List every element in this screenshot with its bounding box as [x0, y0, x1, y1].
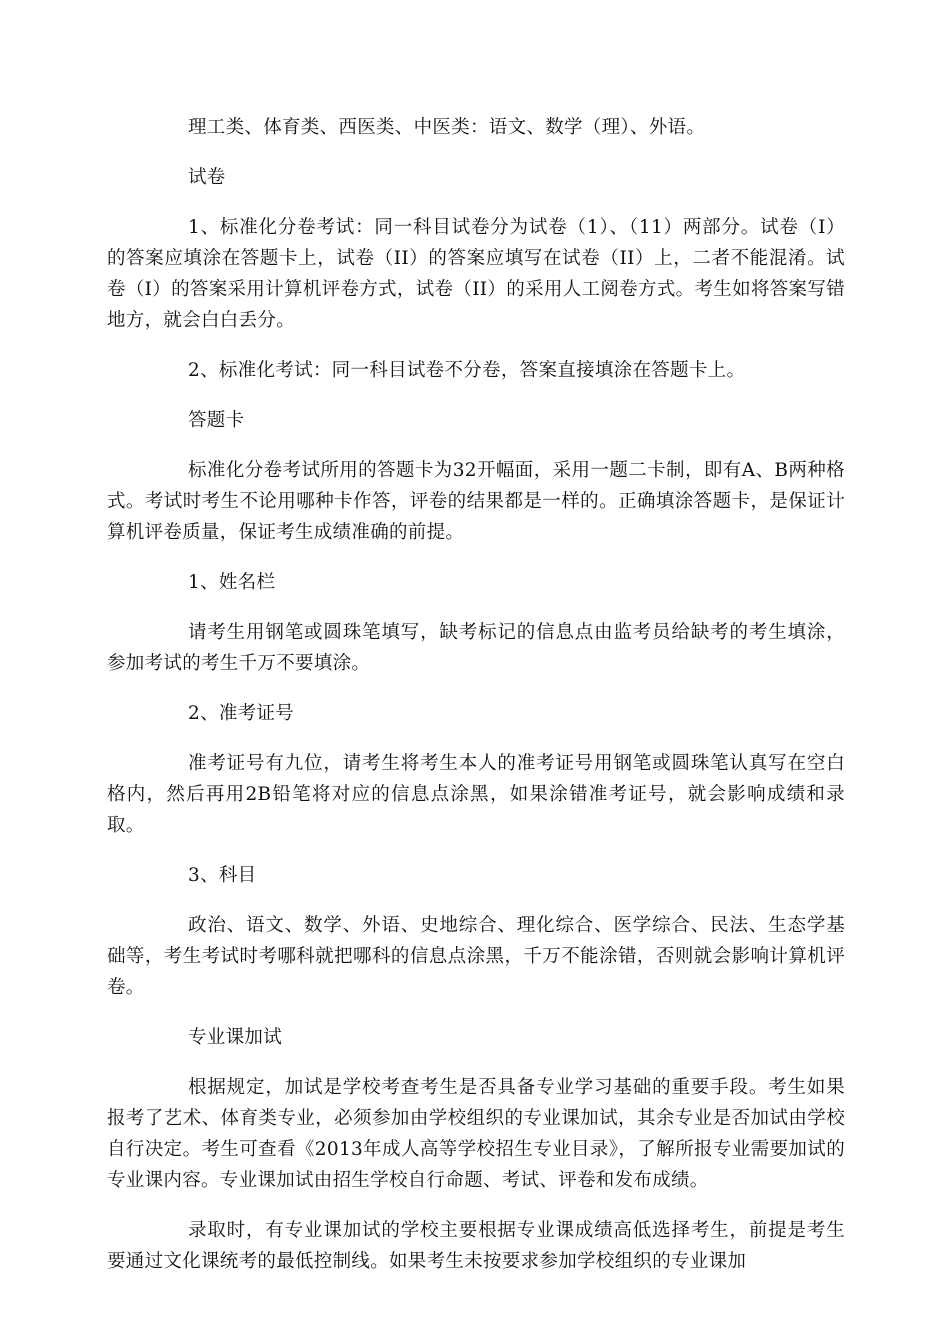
- heading-admission-number: 2、准考证号: [188, 703, 295, 724]
- paragraph-name-field: 请考生用钢笔或圆珠笔填写，缺考标记的信息点由监考员给缺考的考生填涂，参加考试的考生千万不要填涂。: [107, 622, 845, 674]
- paragraph-subject: 政治、语文、数学、外语、史地综合、理化综合、医学综合、民法、生态学基础等，考生考试时考哪科就把哪科的信息点涂黑，千万不能涂错，否则就会影响计算机评卷。: [107, 915, 845, 998]
- heading-exam-paper: 试卷: [188, 167, 226, 188]
- heading-subject: 3、科目: [188, 865, 257, 886]
- paragraph-standard-exam: 2、标准化考试：同一科目试卷不分卷，答案直接填涂在答题卡上。: [188, 360, 746, 381]
- heading-specialty-test: 专业课加试: [188, 1027, 283, 1048]
- paragraph-admission-number: 准考证号有九位，请考生将考生本人的准考证号用钢笔或圆珠笔认真写在空白格内，然后再用2B铅笔将对应的信息点涂黑，如果涂错准考证号，就会影响成绩和录取。: [107, 753, 845, 836]
- paragraph-subjects: 理工类、体育类、西医类、中医类：语文、数学（理）、外语。: [188, 117, 706, 138]
- heading-name-field: 1、姓名栏: [188, 572, 276, 593]
- paragraph-split-exam: 1、标准化分卷考试：同一科目试卷分为试卷（1）、（11）两部分。试卷（I）的答案应填涂在答题卡上，试卷（II）的答案应填写在试卷（II）上，二者不能混淆。试卷（I）的答案采用计算机评卷方式，试卷（II）的采用人工阅卷方式。考生如将答案写错地方，就会白白丢分。: [107, 217, 845, 331]
- paragraph-admission: 录取时，有专业课加试的学校主要根据专业课成绩高低选择考生，前提是考生要通过文化课统考的最低控制线。如果考生未按要求参加学校组织的专业课加: [107, 1220, 845, 1272]
- paragraph-answer-sheet: 标准化分卷考试所用的答题卡为32开幅面，采用一题二卡制，即有A、B两种格式。考试时考生不论用哪种卡作答，评卷的结果都是一样的。正确填涂答题卡，是保证计算机评卷质量，保证考生成绩准确的前提。: [107, 460, 845, 543]
- document-body: [107, 112, 845, 1296]
- paragraph-specialty-test: 根据规定，加试是学校考查考生是否具备专业学习基础的重要手段。考生如果报考了艺术、体育类专业，必须参加由学校组织的专业课加试，其余专业是否加试由学校自行决定。考生可查看《2013年成人高等学校招生专业目录》，了解所报专业需要加试的专业课内容。专业课加试由招生学校自行命题、考试、评卷和发布成绩。: [107, 1077, 845, 1191]
- heading-answer-sheet: 答题卡: [188, 410, 245, 431]
